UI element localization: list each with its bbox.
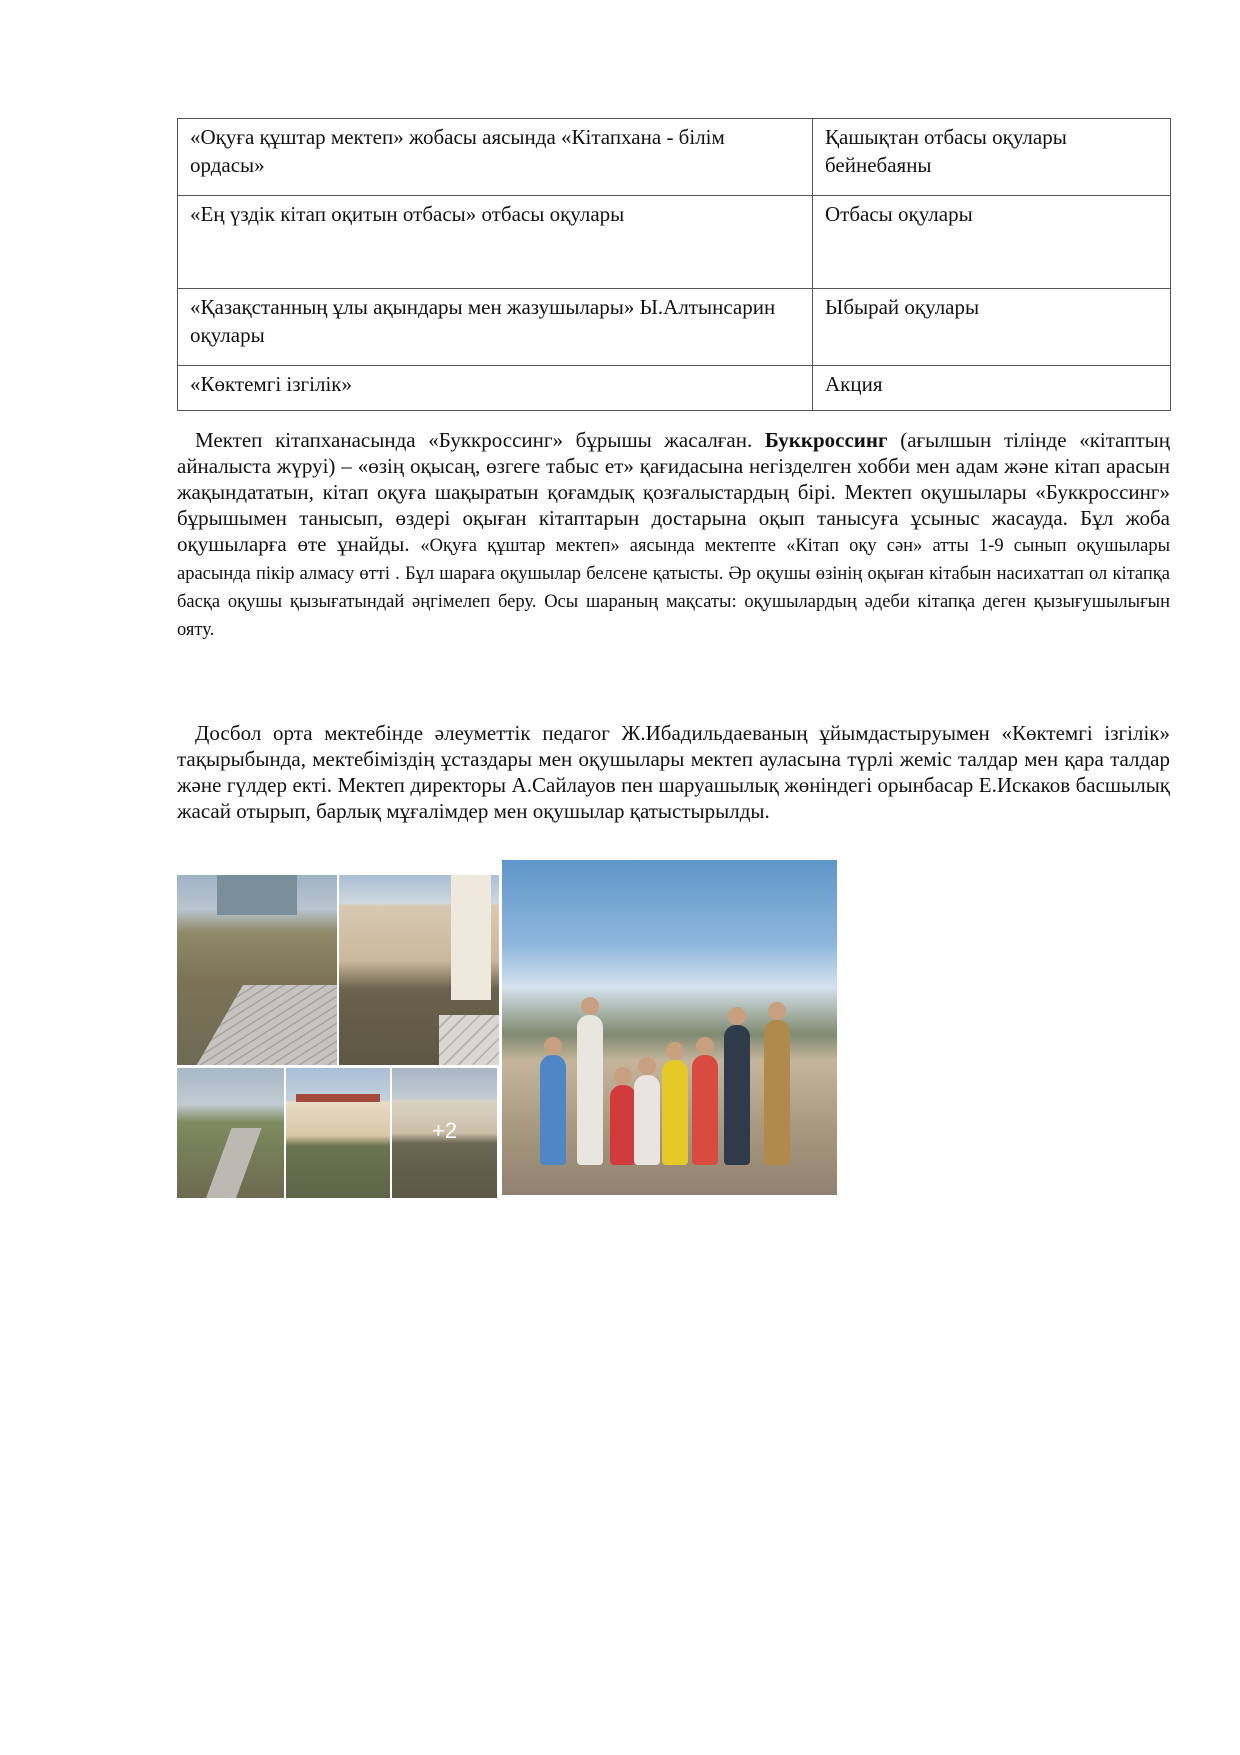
person-figure bbox=[724, 1025, 750, 1165]
photo-more[interactable] bbox=[392, 1068, 497, 1198]
photo-school-building[interactable] bbox=[339, 875, 499, 1065]
event-cell: «Оқуға құштар мектеп» жобасы аясында «Кітапхана - білім ордасы» bbox=[178, 119, 813, 196]
person-head bbox=[768, 1002, 786, 1020]
person-head bbox=[638, 1057, 656, 1075]
person-figure bbox=[764, 1020, 790, 1165]
person-figure bbox=[577, 1015, 603, 1165]
person-figure bbox=[610, 1085, 636, 1165]
format-cell: Отбасы оқулары bbox=[813, 196, 1171, 289]
events-table bbox=[177, 118, 1171, 411]
person-head bbox=[544, 1037, 562, 1055]
bold-term: Буккроссинг bbox=[764, 428, 888, 452]
paragraph-text: Мектеп кітапханасында «Буккроссинг» бұрышы жасалған. bbox=[195, 428, 765, 452]
table-row bbox=[178, 119, 1171, 196]
bookcrossing-paragraph bbox=[177, 427, 1170, 643]
person-figure bbox=[540, 1055, 566, 1165]
spring-kindness-paragraph bbox=[177, 720, 1170, 824]
person-figure bbox=[634, 1075, 660, 1165]
person-head bbox=[728, 1007, 746, 1025]
photo-planting-3[interactable] bbox=[286, 1068, 390, 1198]
event-cell: «Көктемгі ізгілік» bbox=[178, 366, 813, 411]
photo-planting-1[interactable] bbox=[177, 875, 337, 1065]
person-figure bbox=[662, 1060, 688, 1165]
format-cell: Акция bbox=[813, 366, 1171, 411]
format-cell: Қашықтан отбасы оқулары бейнебаяны bbox=[813, 119, 1171, 196]
person-head bbox=[614, 1067, 632, 1085]
paragraph-text: Досбол орта мектебінде әлеуметтік педагог Ж.Ибадильдаеваның ұйымдастыруымен «Көктемгі ізгілік» тақырыбында, мектебіміздің ұстаздары мен оқушылары мектеп ауласына түрлі жеміс талдар мен қара талдар және гүлдер екті. Мектеп директоры А.Сайлауов пен шаруашылық жөніндегі орынбасар Е.Искаков басшылық жасай отырып, барлық мұғалімдер мен оқушылар қатыстырылды. bbox=[177, 721, 1170, 823]
person-head bbox=[696, 1037, 714, 1055]
person-head bbox=[581, 997, 599, 1015]
event-cell: «Қазақстанның ұлы ақындары мен жазушылары» Ы.Алтынсарин оқулары bbox=[178, 289, 813, 366]
person-figure bbox=[692, 1055, 718, 1165]
photo-planting-2[interactable] bbox=[177, 1068, 284, 1198]
photo-collage bbox=[177, 860, 837, 1200]
table-row bbox=[178, 366, 1171, 411]
more-photos-count: +2 bbox=[432, 1118, 458, 1143]
event-cell: «Ең үздік кітап оқитын отбасы» отбасы оқулары bbox=[178, 196, 813, 289]
person-head bbox=[666, 1042, 684, 1060]
photo-group[interactable] bbox=[502, 860, 837, 1195]
paragraph-text-small: «Оқуға құштар мектеп» аясында мектепте «Кітап оқу сән» атты 1-9 сынып оқушылары арасында пікір алмасу өтті . Бұл шараға оқушылар белсене қатысты. Әр оқушы өзінің оқыған кітабын насихаттап ол кітапқа басқа оқушы қызығатындай әңгімелеп беру. Осы шараның мақсаты: оқушылардың әдеби кітапқа деген қызығушылығын ояту. bbox=[177, 536, 1170, 640]
table-row bbox=[178, 289, 1171, 366]
table-row bbox=[178, 196, 1171, 289]
paragraph-text: (ағылшын тілінде «кітаптың айналыста жүруі) – «өзің оқысаң, өзгеге табыс ет» қағидасына негізделген хобби мен адам және кітап арасын жақындататын, кітап оқуға шақыратын қоғамдық қозғалыстардың бірі. Мектеп оқушылары «Буккроссинг» бұрышымен танысып, өздері оқыған кітаптарын достарына оқып танысуға ұсыныс жасауда. Бұл жоба оқушыларға өте ұнайды. bbox=[177, 428, 1170, 556]
format-cell: Ыбырай оқулары bbox=[813, 289, 1171, 366]
